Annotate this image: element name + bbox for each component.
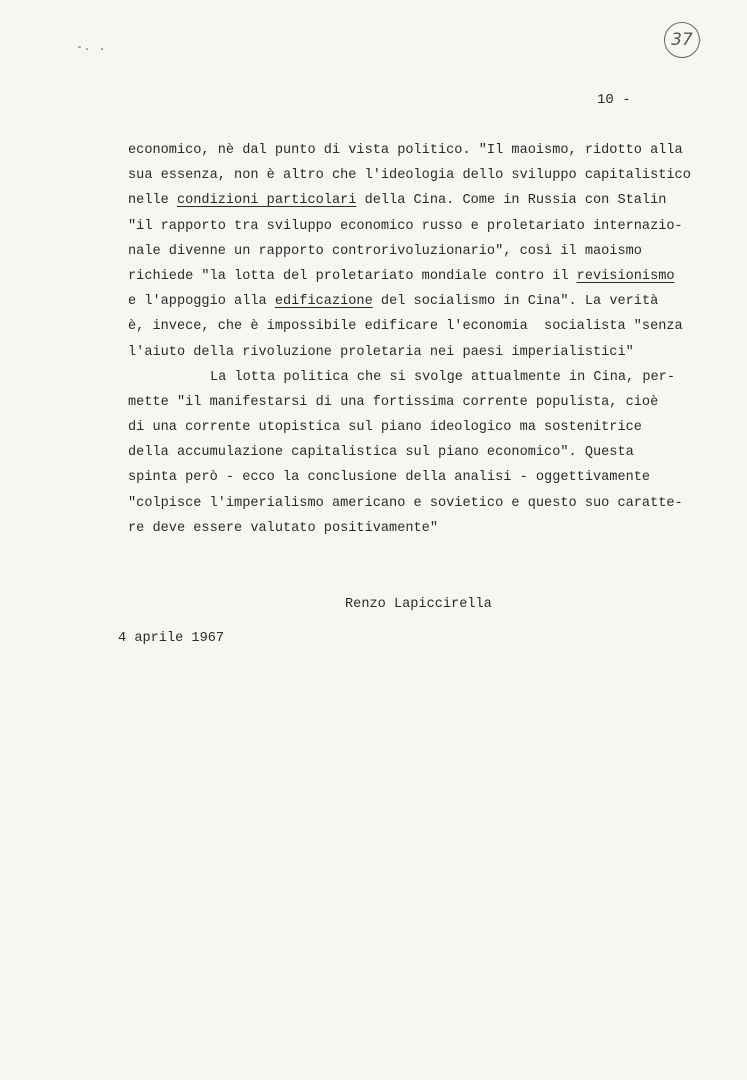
text-line: re deve essere valutato positivamente" [128, 520, 438, 536]
text-line: economico, nè dal punto di vista politico. "Il maoismo, ridotto alla [128, 143, 683, 158]
text-line: della accumulazione capitalistica sul piano economico". Questa [128, 445, 634, 461]
text-line: mette "il manifestarsi di una fortissima corrente populista, cioè [128, 394, 659, 410]
body-text [128, 138, 728, 541]
text-line: di una corrente utopistica sul piano ideologico ma sostenitrice [128, 420, 642, 436]
archive-number-stamp: 37 [664, 22, 700, 58]
author-signature: Renzo Lapiccirella [345, 597, 492, 612]
underlined-phrase: edificazione [274, 294, 373, 310]
text-line: è, invece, che è impossibile edificare l'economia socialista "senza [128, 319, 683, 335]
text-line: e l'appoggio alla edificazione del socialismo in Cina". La verità [128, 294, 659, 310]
text-line: nelle condizioni particolari della Cina. Come in Russia con Stalin [128, 193, 667, 209]
document-date: 4 aprile 1967 [118, 631, 225, 646]
underlined-phrase: revisionismo [576, 268, 675, 284]
underlined-phrase: condizioni particolari [176, 193, 357, 209]
text-line: nale divenne un rapporto controrivoluzionario", così il maoismo [128, 243, 642, 259]
text-line: "il rapporto tra sviluppo economico russo e proletariato internazio- [128, 218, 683, 234]
text-line: spinta però - ecco la conclusione della analisi - oggettivamente [128, 470, 651, 486]
page-number: 10 - [597, 92, 631, 108]
text-line: richiede "la lotta del proletariato mondiale contro il revisionismo [128, 268, 675, 284]
text-line: sua essenza, non è altro che l'ideologia dello sviluppo capitalistico [128, 168, 691, 184]
corner-mark: -. . [76, 42, 107, 54]
text-line: "colpisce l'imperialismo americano e sovietico e questo suo caratte- [128, 495, 683, 511]
text-line: La lotta politica che si svolge attualmente in Cina, per- [210, 369, 675, 385]
text-line: l'aiuto della rivoluzione proletaria nei paesi imperialistici" [128, 344, 634, 360]
